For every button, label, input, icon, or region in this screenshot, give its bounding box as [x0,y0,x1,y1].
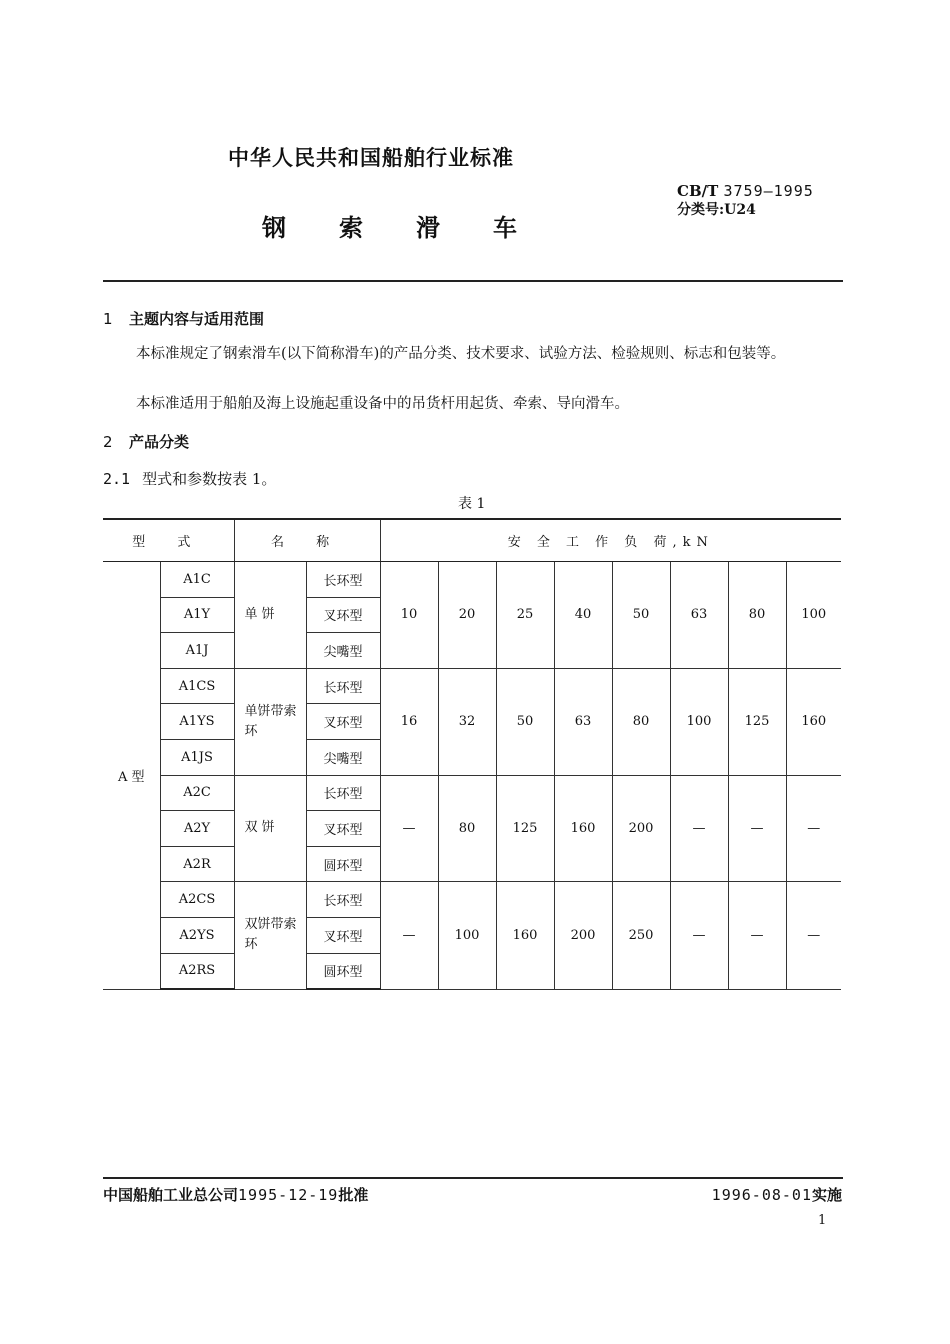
model-cell: A2RS [160,953,234,989]
load-cell: 80 [728,562,786,669]
load-cell: — [728,882,786,989]
subsection-2-1 [103,468,276,489]
name-cell: 双 饼 [234,775,306,882]
name-cell: 单 饼 [234,562,306,669]
header-load: 安 全 工 作 负 荷,kN [380,519,841,562]
table-row [103,775,841,811]
load-cell: 50 [496,668,554,775]
load-cell: 100 [786,562,841,669]
load-cell: 250 [612,882,670,989]
load-cell: — [670,882,728,989]
load-cell: — [728,775,786,882]
table-caption: 表 1 [458,496,486,512]
load-cell: 100 [438,882,496,989]
class-label: 分类号: [677,202,725,218]
ring-type-cell: 叉环型 [306,597,380,633]
model-cell: A2YS [160,917,234,953]
standard-name: 中华人民共和国船舶行业标准 [228,145,514,170]
model-cell: A1YS [160,704,234,740]
model-cell: A2CS [160,882,234,918]
load-cell: 160 [554,775,612,882]
subsection-text: 型式和参数按表 1。 [142,470,277,488]
section-number: 2 [103,433,113,451]
load-cell: — [380,882,438,989]
load-cell: 50 [612,562,670,669]
model-cell: A2Y [160,811,234,847]
code-number: 3759—1995 [723,182,814,200]
section-1-paragraph-2: 本标准适用于船舶及海上设施起重设备中的吊货杆用起货、牵索、导向滑车。 [136,396,629,412]
ring-type-cell: 长环型 [306,882,380,918]
section-number: 1 [103,310,113,328]
effective-date: 1996-08-01 [711,1186,812,1204]
page-number: 1 [818,1213,827,1228]
classification-code [677,199,756,219]
header-name: 名 称 [234,519,380,562]
ring-type-cell: 叉环型 [306,917,380,953]
load-cell: 32 [438,668,496,775]
load-cell: 80 [612,668,670,775]
load-cell: 16 [380,668,438,775]
load-cell: — [670,775,728,882]
effective-info [712,1184,842,1205]
load-cell: 100 [670,668,728,775]
standard-code [677,182,814,200]
header-type: 型 式 [103,519,234,562]
load-cell: 25 [496,562,554,669]
document-title [262,208,570,243]
parameter-table [103,518,841,990]
load-cell: — [786,775,841,882]
section-2-heading [103,431,189,452]
load-cell: 80 [438,775,496,882]
ring-type-cell: 叉环型 [306,811,380,847]
ring-type-cell: 长环型 [306,668,380,704]
model-cell: A1JS [160,739,234,775]
header-rule [103,280,843,282]
load-cell: 160 [496,882,554,989]
section-title: 产品分类 [129,433,190,451]
code-prefix: CB/T [677,182,719,200]
ring-type-cell: 圆环型 [306,953,380,989]
load-cell: 10 [380,562,438,669]
title-char: 车 [493,213,517,242]
load-cell: 20 [438,562,496,669]
load-cell: 200 [612,775,670,882]
model-cell: A1J [160,633,234,669]
load-cell: 125 [496,775,554,882]
section-1-paragraph-1: 本标准规定了钢索滑车(以下简称滑车)的产品分类、技术要求、试验方法、检验规则、标志和包装等。 [136,346,786,362]
section-1-heading [103,308,264,329]
section-title: 主题内容与适用范围 [129,310,265,328]
effective-label: 实施 [811,1186,842,1204]
approver: 中国船舶工业总公司 [103,1186,239,1204]
class-value: U24 [724,202,756,218]
title-char: 索 [339,213,363,242]
load-cell: 63 [554,668,612,775]
subsection-number: 2.1 [103,470,131,488]
table-row [103,562,841,598]
model-cell: A1Y [160,597,234,633]
load-cell: 160 [786,668,841,775]
ring-type-cell: 尖嘴型 [306,633,380,669]
load-cell: — [380,775,438,882]
title-char: 滑 [416,213,440,242]
load-cell: 63 [670,562,728,669]
type-group-cell: A 型 [103,562,160,990]
load-cell: 200 [554,882,612,989]
approval-info [103,1184,368,1205]
title-char: 钢 [262,213,286,242]
table-row [103,882,841,918]
model-cell: A2R [160,846,234,882]
approve-date: 1995-12-19 [238,1186,339,1204]
table-row [103,668,841,704]
ring-type-cell: 长环型 [306,775,380,811]
model-cell: A2C [160,775,234,811]
footer-rule [103,1177,843,1179]
load-cell: 125 [728,668,786,775]
model-cell: A1CS [160,668,234,704]
approve-label: 批准 [338,1186,369,1204]
ring-type-cell: 长环型 [306,562,380,598]
load-cell: 40 [554,562,612,669]
ring-type-cell: 叉环型 [306,704,380,740]
ring-type-cell: 圆环型 [306,846,380,882]
ring-type-cell: 尖嘴型 [306,739,380,775]
name-cell: 单饼带索环 [234,668,306,775]
table-header-row [103,519,841,562]
load-cell: — [786,882,841,989]
model-cell: A1C [160,562,234,598]
name-cell: 双饼带索环 [234,882,306,989]
